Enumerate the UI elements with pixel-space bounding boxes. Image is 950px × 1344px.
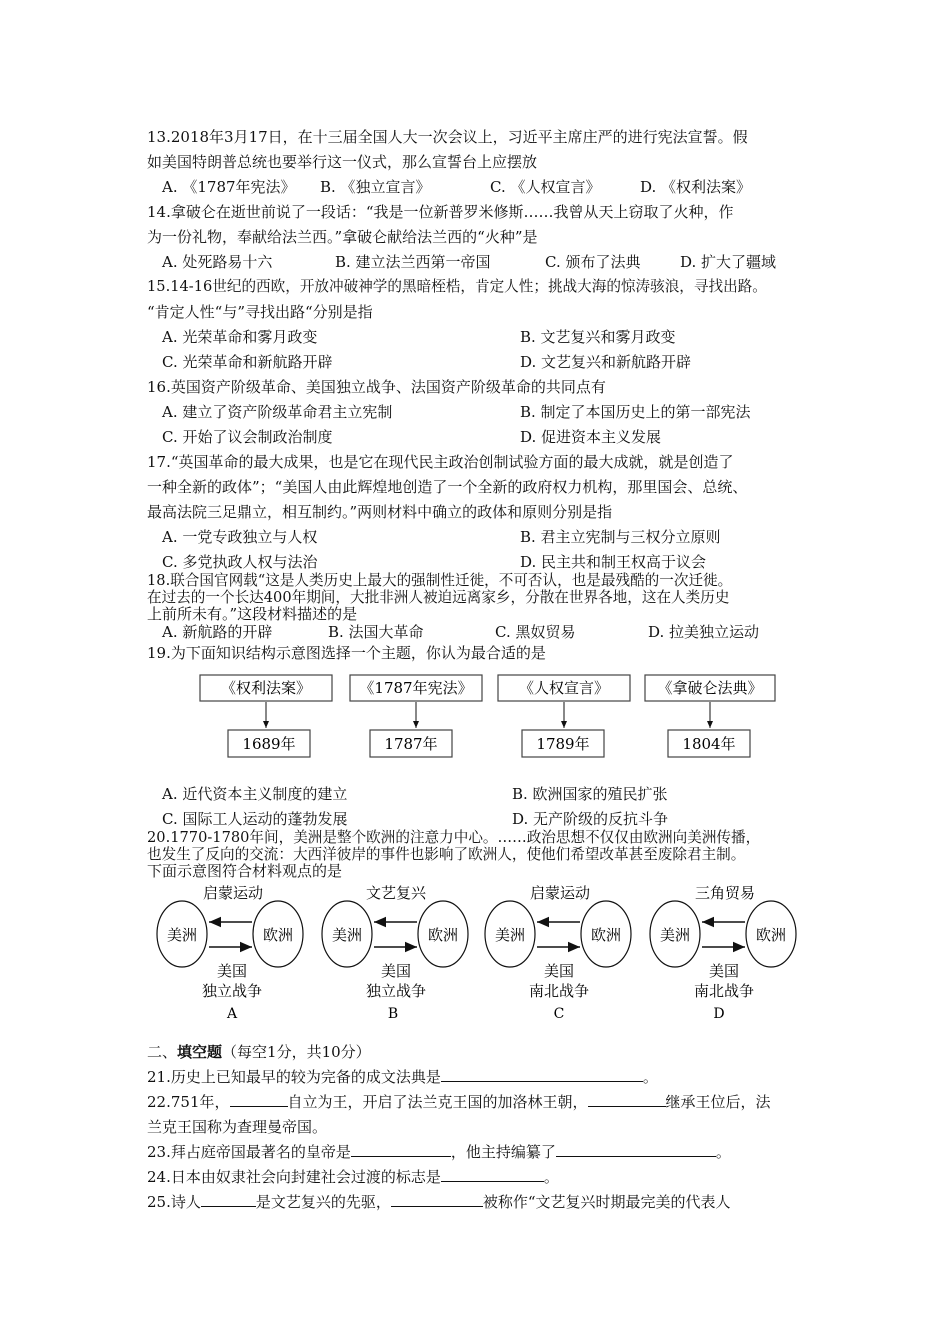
q13-option-c: C. 《人权宣言》 <box>490 178 601 196</box>
q17-option-c: C. 多党执政人权与法治 <box>162 553 318 571</box>
svg-text:《人权宣言》: 《人权宣言》 <box>518 679 610 697</box>
q18-option-d: D. 拉美独立运动 <box>648 623 760 641</box>
q23-text-b: ，他主持编纂了 <box>450 1143 556 1161</box>
q19-option-a: A. 近代资本主义制度的建立 <box>162 785 348 803</box>
q25-blank-2[interactable] <box>391 1192 483 1207</box>
q24-blank[interactable] <box>441 1167 544 1182</box>
q13-option-b: B. 《独立宣言》 <box>320 178 431 196</box>
q18-option-c: C. 黑奴贸易 <box>495 623 576 641</box>
svg-text:D: D <box>713 1006 725 1022</box>
q14-stem-line2: 为一份礼物，奉献给法兰西。”拿破仑献给法兰西的“火种”是 <box>147 228 538 246</box>
svg-text:启蒙运动: 启蒙运动 <box>202 884 264 902</box>
q20-diagram-a <box>157 884 303 1022</box>
q19-option-b: B. 欧洲国家的殖民扩张 <box>512 785 668 803</box>
svg-text:欧洲: 欧洲 <box>590 926 622 944</box>
section2-heading-title: 填空题 <box>177 1043 223 1061</box>
svg-text:欧洲: 欧洲 <box>755 926 787 944</box>
q19-stem: 19.为下面知识结构示意图选择一个主题，你认为最合适的是 <box>147 644 546 662</box>
svg-text:1804年: 1804年 <box>682 735 736 753</box>
q24-text: 24.日本由奴隶社会向封建社会过渡的标志是 <box>147 1168 441 1186</box>
svg-text:1787年: 1787年 <box>384 735 438 753</box>
q25-text-b: 是文艺复兴的先驱， <box>255 1193 391 1211</box>
q23-line <box>147 1142 731 1162</box>
q23-blank-1[interactable] <box>351 1142 451 1157</box>
svg-text:美国: 美国 <box>543 962 575 980</box>
q20-stem-line3: 下面示意图符合材料观点的是 <box>147 862 343 880</box>
svg-text:三角贸易: 三角贸易 <box>694 884 756 902</box>
svg-text:《拿破仑法典》: 《拿破仑法典》 <box>657 679 763 697</box>
q16-stem: 16.英国资产阶级革命、美国独立战争、法国资产阶级革命的共同点有 <box>147 378 606 396</box>
q19-year-box-1 <box>228 730 310 757</box>
q17-option-b: B. 君主立宪制与三权分立原则 <box>520 528 721 546</box>
svg-text:独立战争: 独立战争 <box>365 982 427 1000</box>
q21-blank[interactable] <box>441 1067 643 1082</box>
q22-text-a: 22.751年， <box>147 1093 230 1111</box>
q16-option-b: B. 制定了本国历史上的第一部宪法 <box>520 403 751 421</box>
q22-line1 <box>147 1092 771 1112</box>
q21-end: 。 <box>642 1068 658 1086</box>
q25-text-c: 被称作“文艺复兴时期最完美的代表人 <box>482 1193 731 1211</box>
q15-stem-line2: “肯定人性“与”寻找出路“分别是指 <box>147 303 373 321</box>
svg-text:美洲: 美洲 <box>659 926 691 944</box>
svg-text:美洲: 美洲 <box>166 926 198 944</box>
q22-line2: 兰克王国称为查理曼帝国。 <box>147 1118 328 1136</box>
q16-option-a: A. 建立了资产阶级革命君主立宪制 <box>162 403 393 421</box>
q25-line <box>147 1192 731 1212</box>
q19-year-box-4 <box>668 730 750 757</box>
q16-option-d: D. 促进资本主义发展 <box>520 428 662 446</box>
q23-text-c: 。 <box>715 1143 731 1161</box>
q18-stem-line2: 在过去的一个长达400年期间，大批非洲人被迫远离家乡，分散在世界各地，这在人类历史 <box>147 589 730 606</box>
q19-option-c: C. 国际工人运动的蓬勃发展 <box>162 810 348 828</box>
q20-diagram-c <box>485 884 631 1022</box>
svg-text:1789年: 1789年 <box>536 735 590 753</box>
q15-option-b: B. 文艺复兴和雾月政变 <box>520 328 676 346</box>
q22-blank-1[interactable] <box>230 1092 288 1107</box>
q17-stem-line1: 17.“英国革命的最大成果，也是它在现代民主政治创制试验方面的最大成就，就是创造了 <box>147 453 734 471</box>
q25-blank-1[interactable] <box>201 1192 256 1207</box>
svg-text:美国: 美国 <box>708 962 740 980</box>
q14-option-a: A. 处死路易十六 <box>162 253 273 271</box>
q24-end: 。 <box>543 1168 559 1186</box>
q15-option-d: D. 文艺复兴和新航路开辟 <box>520 353 692 371</box>
q18-option-a: A. 新航路的开辟 <box>162 623 273 641</box>
q19-doc-box-1 <box>200 675 332 701</box>
q19-option-d: D. 无产阶级的反抗斗争 <box>512 810 669 828</box>
svg-text:欧洲: 欧洲 <box>427 926 459 944</box>
section2-heading-note: （每空1分，共10分） <box>222 1043 371 1061</box>
q15-option-c: C. 光荣革命和新航路开辟 <box>162 353 333 371</box>
q20-diagram-d <box>650 884 796 1022</box>
svg-text:《权利法案》: 《权利法案》 <box>220 679 312 697</box>
q17-stem-line2: 一种全新的政体”；“美国人由此辉煌地创造了一个全新的政府权力机构，那里国会、总统、 <box>147 478 748 496</box>
q20-diagram-b <box>322 884 468 1022</box>
q19-year-box-2 <box>370 730 452 757</box>
svg-text:1689年: 1689年 <box>242 735 296 753</box>
q24-line <box>147 1167 559 1187</box>
svg-text:美国: 美国 <box>216 962 248 980</box>
q19-doc-box-3 <box>498 675 630 701</box>
svg-text:美国: 美国 <box>380 962 412 980</box>
q14-option-b: B. 建立法兰西第一帝国 <box>335 253 491 271</box>
q16-option-c: C. 开始了议会制政治制度 <box>162 428 333 446</box>
q17-option-d: D. 民主共和制王权高于议会 <box>520 553 707 571</box>
q25-text-a: 25.诗人 <box>147 1193 201 1211</box>
q19-doc-box-4 <box>645 675 775 701</box>
q21-text: 21.历史上已知最早的较为完备的成文法典是 <box>147 1068 441 1086</box>
section2-heading-num: 二、 <box>147 1043 178 1061</box>
svg-text:欧洲: 欧洲 <box>262 926 294 944</box>
q13-option-a: A. 《1787年宪法》 <box>162 178 296 196</box>
svg-text:南北战争: 南北战争 <box>528 982 590 1000</box>
q19-year-box-3 <box>522 730 604 757</box>
q17-option-a: A. 一党专政独立与人权 <box>162 528 318 546</box>
q13-stem-line2: 如美国特朗普总统也要举行这一仪式，那么宣誓台上应摆放 <box>147 153 538 171</box>
q21-line <box>147 1067 658 1087</box>
q18-stem-line1: 18.联合国官网载“这是人类历史上最大的强制性迁徙，不可否认，也是最残酷的一次迁徙。 <box>147 572 733 589</box>
svg-text:南北战争: 南北战争 <box>693 982 755 1000</box>
q14-option-d: D. 扩大了疆域 <box>680 253 777 271</box>
q17-stem-line3: 最高法院三足鼎立，相互制约。”两则材料中确立的政体和原则分别是指 <box>147 503 613 521</box>
q23-text-a: 23.拜占庭帝国最著名的皇帝是 <box>147 1143 351 1161</box>
q15-option-a: A. 光荣革命和雾月政变 <box>162 328 318 346</box>
q18-stem-line3: 上前所未有。”这段材料描述的是 <box>147 605 358 623</box>
svg-text:文艺复兴: 文艺复兴 <box>365 884 427 902</box>
svg-text:美洲: 美洲 <box>331 926 363 944</box>
q20-stem-line1: 20.1770-1780年间，美洲是整个欧洲的注意力中心。……政治思想不仅仅由欧洲向美洲传播， <box>147 829 761 846</box>
svg-text:C: C <box>553 1006 565 1022</box>
q13-stem-line1: 13.2018年3月17日，在十三届全国人大一次会议上，习近平主席庄严的进行宪法宣誓。假 <box>147 128 748 146</box>
svg-text:美洲: 美洲 <box>494 926 526 944</box>
q23-blank-2[interactable] <box>556 1142 716 1157</box>
svg-text:《1787年宪法》: 《1787年宪法》 <box>359 679 473 697</box>
q18-option-b: B. 法国大革命 <box>328 623 424 641</box>
q22-text-b: 自立为王，开启了法兰克王国的加洛林王朝， <box>287 1093 588 1111</box>
q20-stem-line2: 也发生了反向的交流：大西洋彼岸的事件也影响了欧洲人，使他们希望改革甚至废除君主制。 <box>147 846 746 863</box>
q14-option-c: C. 颁布了法典 <box>545 253 641 271</box>
section2-heading <box>147 1042 371 1062</box>
svg-text:B: B <box>387 1006 399 1022</box>
q14-stem-line1: 14.拿破仑在逝世前说了一段话：“我是一位新普罗米修斯……我曾从天上窃取了火种，作 <box>147 203 734 221</box>
q22-text-c: 继承王位后，法 <box>665 1093 771 1111</box>
q15-stem-line1: 15.14-16世纪的西欧，开放冲破神学的黑暗桎梏，肯定人性；挑战大海的惊涛骇浪，寻找出路。 <box>147 278 767 295</box>
svg-text:启蒙运动: 启蒙运动 <box>529 884 591 902</box>
svg-text:独立战争: 独立战争 <box>201 982 263 1000</box>
q22-blank-2[interactable] <box>588 1092 666 1107</box>
q13-option-d: D. 《权利法案》 <box>640 178 752 196</box>
q19-doc-box-2 <box>350 675 482 701</box>
svg-text:A: A <box>226 1006 238 1022</box>
